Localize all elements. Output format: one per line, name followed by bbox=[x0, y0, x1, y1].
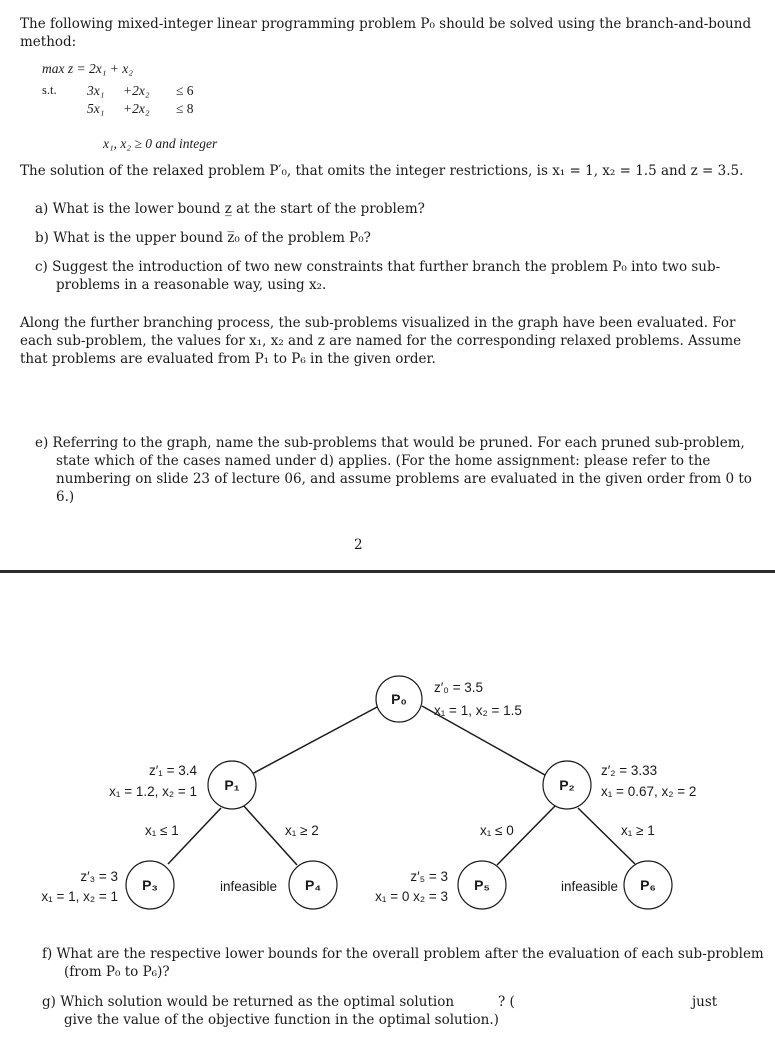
paragraph-line-3: that problems are evaluated from P₁ to P₆ in the given order. bbox=[20, 351, 436, 367]
node-p6-label: P₆ bbox=[640, 877, 656, 893]
p5-x-values: x₁ = 0 x₂ = 3 bbox=[375, 889, 448, 904]
p1-z-value: z′₁ = 3.4 bbox=[149, 763, 197, 778]
edge-p1-p4-constraint: x₁ ≥ 2 bbox=[285, 823, 319, 838]
node-p2-label: P₂ bbox=[559, 777, 575, 793]
constraint-1-term-2: +2x₂ bbox=[123, 83, 150, 98]
page-number: 2 bbox=[354, 537, 363, 553]
question-e-line-3: numbering on slide 23 of lecture 06, and assume problems are evaluated in the given order from 0 to bbox=[56, 471, 752, 487]
question-b: b) What is the upper bound z̅₀ of the problem P₀? bbox=[35, 230, 371, 246]
p2-x-values: x₁ = 0.67, x₂ = 2 bbox=[601, 784, 697, 799]
question-f-line-1: f) What are the respective lower bounds for the overall problem after the evaluation of each sub-problem bbox=[42, 946, 764, 962]
intro-line-2: method: bbox=[20, 34, 77, 50]
p2-z-value: z′₂ = 3.33 bbox=[601, 763, 658, 778]
constraint-2-term-2: +2x₂ bbox=[123, 101, 150, 116]
question-e-line-1: e) Referring to the graph, name the sub-problems that would be pruned. For each pruned sub-problem, bbox=[35, 435, 745, 451]
constraint-1-rhs: ≤ 6 bbox=[176, 83, 194, 98]
question-c-line-1: c) Suggest the introduction of two new constraints that further branch the problem P₀ into two sub- bbox=[35, 259, 721, 275]
paragraph-line-2: each sub-problem, the values for x₁, x₂ and z are named for the corresponding relaxed problems. Assume bbox=[20, 333, 742, 349]
question-g-line-2: give the value of the objective function in the optimal solution.) bbox=[64, 1012, 499, 1028]
edge-p2-p6-constraint: x₁ ≥ 1 bbox=[621, 823, 655, 838]
relaxed-solution-line: The solution of the relaxed problem P′₀, that omits the integer restrictions, is x₁ = 1, x₂ = 1.5 and z = 3.5. bbox=[20, 163, 744, 179]
node-p4-label: P₄ bbox=[304, 877, 322, 893]
constraint-2-rhs: ≤ 8 bbox=[176, 101, 194, 116]
question-e-line-4: 6.) bbox=[56, 489, 75, 505]
p5-z-value: z′₅ = 3 bbox=[410, 869, 448, 884]
question-g-line-1: g) Which solution would be returned as the optimal solution bbox=[42, 994, 455, 1010]
branch-and-bound-tree bbox=[0, 600, 775, 930]
p0-z-value: z′₀ = 3.5 bbox=[434, 680, 484, 695]
node-p5-label: P₅ bbox=[474, 877, 490, 893]
node-p1-label: P₁ bbox=[224, 777, 240, 793]
constraint-1-term-1: 3x₁ bbox=[87, 83, 105, 98]
paragraph-line-1: Along the further branching process, the sub-problems visualized in the graph have been evaluated. For bbox=[20, 315, 736, 331]
node-p3-label: P₃ bbox=[142, 877, 158, 893]
integrality-constraint: x₁, x₂ ≥ 0 and integer bbox=[103, 136, 218, 151]
p3-x-values: x₁ = 1, x₂ = 1 bbox=[41, 889, 118, 904]
edge-p1-p3-constraint: x₁ ≤ 1 bbox=[145, 823, 179, 838]
p6-infeasible-label: infeasible bbox=[560, 879, 618, 894]
p4-infeasible-label: infeasible bbox=[219, 879, 277, 894]
p0-x-values: x₁ = 1, x₂ = 1.5 bbox=[434, 703, 522, 718]
p3-z-value: z′₃ = 3 bbox=[80, 869, 118, 884]
st-label: s.t. bbox=[42, 83, 57, 97]
question-a: a) What is the lower bound z̲ at the start of the problem? bbox=[35, 201, 425, 217]
constraint-2-term-1: 5x₁ bbox=[87, 101, 105, 116]
question-f-line-2: (from P₀ to P₆)? bbox=[64, 964, 170, 980]
intro-line-1: The following mixed-integer linear programming problem P₀ should be solved using the branch-and-bound bbox=[20, 16, 752, 32]
page-divider bbox=[0, 570, 775, 573]
edge-p2-p5-constraint: x₁ ≤ 0 bbox=[480, 823, 514, 838]
edge-p0-p1 bbox=[250, 706, 379, 775]
question-g-just: just bbox=[692, 994, 718, 1010]
question-g-fragment: ? ( bbox=[498, 994, 515, 1010]
question-c-line-2: problems in a reasonable way, using x₂. bbox=[56, 277, 327, 293]
p1-x-values: x₁ = 1.2, x₂ = 1 bbox=[109, 784, 197, 799]
node-p0-label: P₀ bbox=[391, 691, 407, 707]
objective-function: max z = 2x₁ + x₂ bbox=[42, 61, 133, 76]
question-e-line-2: state which of the cases named under d) applies. (For the home assignment: please refer to the bbox=[56, 453, 711, 469]
